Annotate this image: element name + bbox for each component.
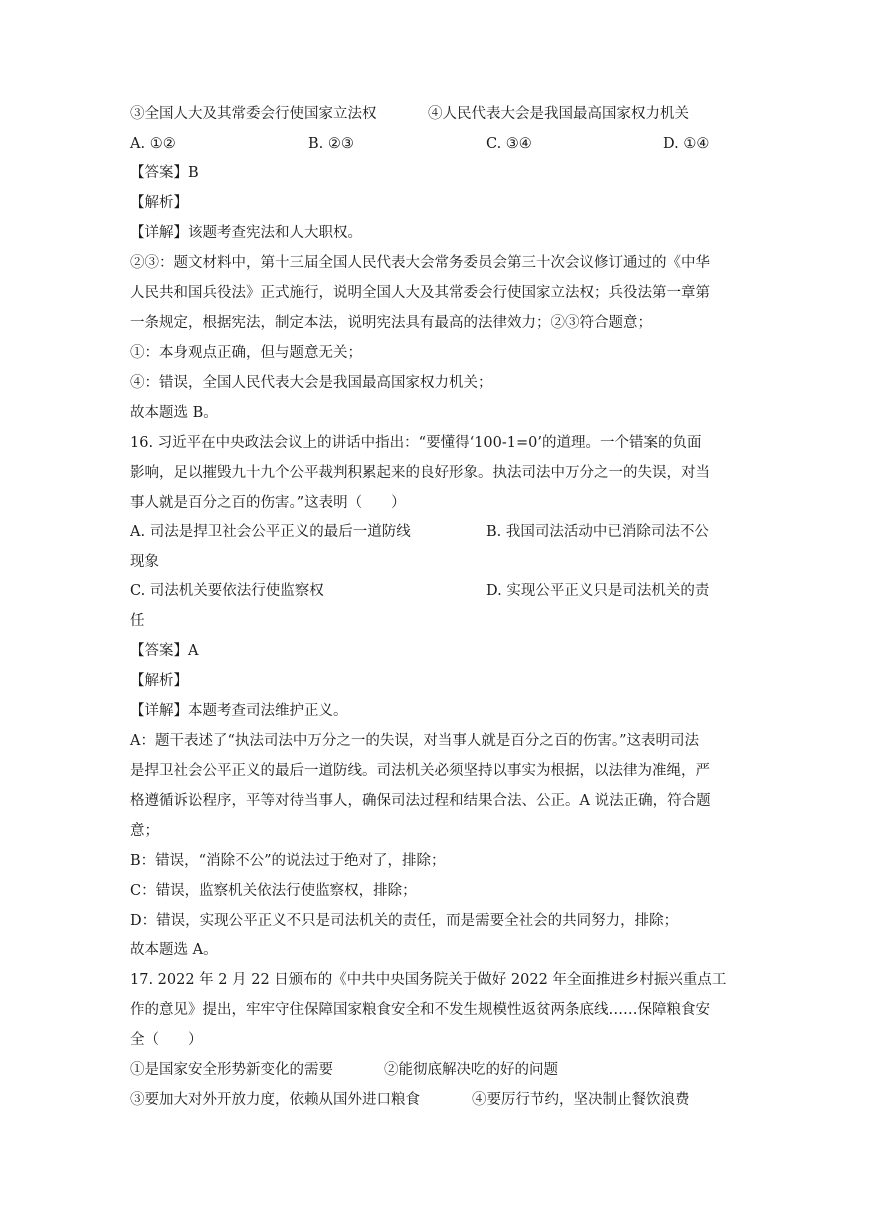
q16-option-b: B. 我国司法活动中已消除司法不公	[486, 524, 709, 540]
q16-explain-line: A：题干表述了“执法司法中万分之一的失误，对当事人就是百分之百的伤害。”这表明司法	[130, 733, 700, 749]
q17-stem-line: 全（ ）	[130, 1032, 203, 1048]
q17-statement-2: ②能彻底解决吃的好的问题	[384, 1062, 558, 1078]
q17-statement-3: ③要加大对外开放力度，依赖从国外进口粮食	[130, 1092, 420, 1108]
q15-statement-4: ④人民代表大会是我国最高国家权力机关	[428, 106, 689, 122]
q17-stem-line: 17. 2022 年 2 月 22 日颁布的《中共中央国务院关于做好 2022 年全面推进乡村振兴重点工	[130, 972, 727, 988]
q16-explain-line: D：错误，实现公平正义不只是司法机关的责任，而是需要全社会的共同努力，排除；	[130, 913, 679, 929]
q15-explain-line: 人民共和国兵役法》正式施行，说明全国人大及其常委会行使国家立法权；兵役法第一章第	[130, 285, 710, 301]
q15-option-c: C. ③④	[486, 136, 532, 152]
q16-stem-line: 事人就是百分之百的伤害。”这表明（ ）	[130, 495, 406, 511]
q16-stem-line: 16. 习近平在中央政法会议上的讲话中指出：“要懂得‘100-1=0’的道理。一个错案的负面	[130, 435, 702, 451]
q16-option-d-continued: 任	[130, 613, 145, 629]
q15-analysis-heading: 【解析】	[130, 195, 188, 211]
q15-detail: 【详解】该题考查宪法和人大职权。	[130, 225, 362, 241]
q17-stem-line: 作的意见》提出，牢牢守住保障国家粮食安全和不发生规模性返贫两条底线……保障粮食安	[130, 1002, 710, 1018]
q16-answer: 【答案】A	[130, 643, 199, 659]
q15-explain-line: 一条规定，根据宪法，制定本法，说明宪法具有最高的法律效力；②③符合题意；	[130, 315, 652, 331]
q15-explain-line: ②③：题文材料中，第十三届全国人民代表大会常务委员会第三十次会议修订通过的《中华	[130, 255, 710, 271]
q16-explain-line: B：错误，“消除不公”的说法过于绝对了，排除；	[130, 853, 446, 869]
q16-analysis-heading: 【解析】	[130, 673, 188, 689]
q15-answer: 【答案】B	[130, 165, 199, 181]
q16-option-d: D. 实现公平正义只是司法机关的责	[486, 583, 710, 599]
q16-option-b-continued: 现象	[130, 554, 159, 570]
q15-statement-3: ③全国人大及其常委会行使国家立法权	[130, 106, 377, 122]
q16-option-a: A. 司法是捍卫社会公平正义的最后一道防线	[130, 524, 411, 540]
q16-option-c: C. 司法机关要依法行使监察权	[130, 583, 324, 599]
q17-statement-4: ④要厉行节约，坚决制止餐饮浪费	[472, 1092, 690, 1108]
q15-option-b: B. ②③	[308, 136, 354, 152]
q15-explain-line: ①：本身观点正确，但与题意无关；	[130, 345, 362, 361]
q15-conclusion: 故本题选 B。	[130, 405, 218, 421]
q15-explain-line: ④：错误，全国人民代表大会是我国最高国家权力机关；	[130, 375, 493, 391]
q16-explain-line: 是捍卫社会公平正义的最后一道防线。司法机关必须坚持以事实为根据，以法律为准绳，严	[130, 763, 710, 779]
q15-option-a: A. ①②	[130, 136, 176, 152]
q16-stem-line: 影响，足以摧毁九十九个公平裁判积累起来的良好形象。执法司法中万分之一的失误，对当	[130, 465, 710, 481]
q16-explain-line: C：错误，监察机关依法行使监察权，排除；	[130, 883, 417, 899]
q16-detail: 【详解】本题考查司法维护正义。	[130, 703, 348, 719]
q16-conclusion: 故本题选 A。	[130, 942, 218, 958]
q15-option-d: D. ①④	[663, 136, 710, 152]
q17-statement-1: ①是国家安全形势新变化的需要	[130, 1062, 333, 1078]
q16-explain-line: 格遵循诉讼程序，平等对待当事人，确保司法过程和结果合法、公正。A 说法正确，符合题	[130, 793, 711, 809]
q16-explain-line: 意；	[130, 823, 159, 839]
